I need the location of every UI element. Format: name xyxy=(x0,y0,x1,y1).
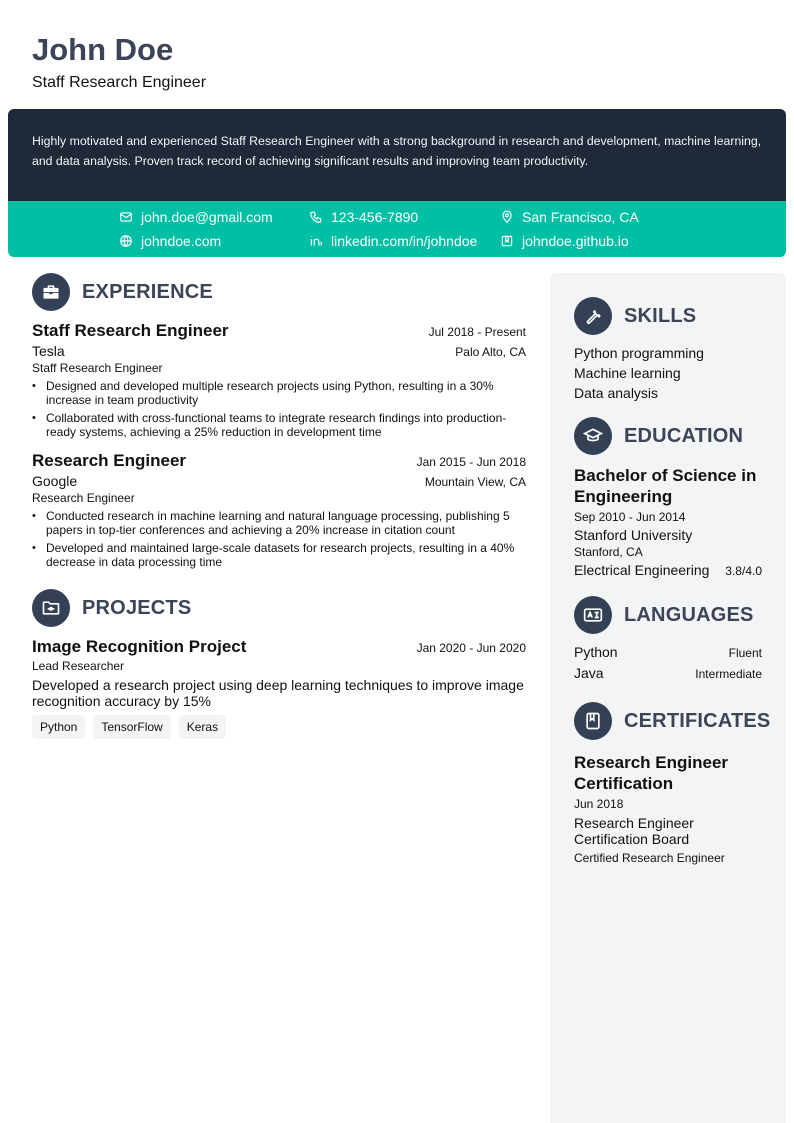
summary-section xyxy=(8,109,786,201)
email-text: john.doe@gmail.com xyxy=(141,209,273,225)
job-company: Tesla xyxy=(32,343,65,359)
github-icon xyxy=(500,234,514,248)
location-text: San Francisco, CA xyxy=(522,209,639,225)
job-location: Palo Alto, CA xyxy=(455,345,526,359)
mail-icon xyxy=(119,210,133,224)
website-text: johndoe.com xyxy=(141,233,222,249)
job-bullet: • Collaborated with cross-functional teams to integrate research findings into production-ready systems, achieving a 25% reduction in development time xyxy=(32,411,526,439)
job-title: Research Engineer xyxy=(32,451,187,470)
graduation-cap-icon xyxy=(574,417,612,455)
job-bullet: • Developed and maintained large-scale datasets for research projects, resulting in a 40% decrease in data processing time xyxy=(32,541,526,569)
job-title: Staff Research Engineer xyxy=(32,321,229,340)
phone-icon xyxy=(309,210,323,224)
wrench-icon xyxy=(574,297,612,335)
github-text: johndoe.github.io xyxy=(522,233,629,249)
education-heading: EDUCATION xyxy=(624,424,744,447)
language-item xyxy=(574,642,762,663)
skills-heading: SKILLS xyxy=(624,304,697,327)
contact-bar xyxy=(8,201,786,257)
job-location: Mountain View, CA xyxy=(424,475,526,489)
certificates-header xyxy=(574,702,771,740)
project-role: Lead Researcher xyxy=(32,659,125,673)
contact-website[interactable] xyxy=(119,233,221,249)
contact-phone[interactable] xyxy=(309,209,418,225)
language-name: Python xyxy=(574,644,618,660)
job-company: Google xyxy=(32,473,78,489)
project-tags xyxy=(32,715,526,739)
job-entry xyxy=(32,451,526,569)
project-dates: Jan 2020 - Jun 2020 xyxy=(416,641,526,655)
globe-icon xyxy=(119,234,133,248)
skills-header xyxy=(574,297,762,335)
book-icon xyxy=(574,702,612,740)
main-column xyxy=(32,273,526,739)
tag-keras: Keras xyxy=(179,715,226,739)
skill-item: Machine learning xyxy=(574,365,681,381)
job-bullet: • Designed and developed multiple research projects using Python, resulting in a 30% increase in team productivity xyxy=(32,379,526,407)
job-dates: Jul 2018 - Present xyxy=(428,325,526,339)
contact-email[interactable] xyxy=(119,209,273,225)
summary-text: Highly motivated and experienced Staff Research Engineer with a strong background in research and development, machine learning, and data analysis. Proven track record of achieving significant results and improving team productivity. xyxy=(32,134,762,168)
candidate-title: Staff Research Engineer xyxy=(32,74,207,91)
certificate-credential: Certified Research Engineer xyxy=(574,851,725,865)
education-location: Stanford, CA xyxy=(574,545,643,559)
certificate-date: Jun 2018 xyxy=(574,797,624,811)
job-bullet: • Conducted research in machine learning and natural language processing, publishing 5 papers in top-tier conferences and achieving a 20% increase in citation count xyxy=(32,509,526,537)
projects-heading: PROJECTS xyxy=(82,596,192,619)
contact-linkedin[interactable] xyxy=(309,233,477,249)
language-item xyxy=(574,663,762,684)
tag-python: Python xyxy=(32,715,85,739)
job-role: Research Engineer xyxy=(32,491,135,505)
certificates-heading: CERTIFICATES xyxy=(624,709,771,732)
education-degree: Bachelor of Science in Engineering xyxy=(574,466,757,506)
project-description: Developed a research project using deep learning techniques to improve image recognition accuracy by 15% xyxy=(32,677,524,709)
job-bullets xyxy=(32,509,526,569)
education-school: Stanford University xyxy=(574,527,693,543)
education-gpa: 3.8/4.0 xyxy=(725,564,762,578)
projects-header xyxy=(32,589,526,627)
linkedin-icon xyxy=(309,234,323,248)
language-icon xyxy=(574,596,612,634)
experience-header xyxy=(32,273,526,311)
briefcase-icon xyxy=(32,273,70,311)
linkedin-text: linkedin.com/in/johndoe xyxy=(331,233,478,249)
resume-header xyxy=(32,32,206,92)
project-title: Image Recognition Project xyxy=(32,637,247,656)
contact-location xyxy=(500,209,639,225)
job-bullets xyxy=(32,379,526,439)
languages-list xyxy=(574,642,762,684)
skill-item: Python programming xyxy=(574,345,704,361)
job-entry xyxy=(32,321,526,439)
project-entry xyxy=(32,637,526,739)
map-pin-icon xyxy=(500,210,514,224)
education-field-row xyxy=(574,562,762,578)
languages-header xyxy=(574,596,762,634)
language-level: Fluent xyxy=(728,646,762,660)
contact-github[interactable] xyxy=(500,233,629,249)
certificate-name: Research Engineer Certification xyxy=(574,753,729,793)
experience-heading: EXPERIENCE xyxy=(82,280,213,303)
certificate-issuer: Research Engineer Certification Board xyxy=(574,815,694,847)
language-name: Java xyxy=(574,665,604,681)
language-level: Intermediate xyxy=(695,667,762,681)
education-field: Electrical Engineering xyxy=(574,562,710,578)
sidebar xyxy=(550,273,786,1123)
candidate-name: John Doe xyxy=(32,32,174,67)
job-dates: Jan 2015 - Jun 2018 xyxy=(416,455,526,469)
skills-list xyxy=(574,343,762,403)
job-role: Staff Research Engineer xyxy=(32,361,163,375)
skill-item: Data analysis xyxy=(574,385,659,401)
education-dates: Sep 2010 - Jun 2014 xyxy=(574,510,686,524)
education-header xyxy=(574,417,762,455)
folder-icon xyxy=(32,589,70,627)
phone-text: 123-456-7890 xyxy=(331,209,419,225)
tag-tensorflow: TensorFlow xyxy=(93,715,170,739)
languages-heading: LANGUAGES xyxy=(624,603,754,626)
